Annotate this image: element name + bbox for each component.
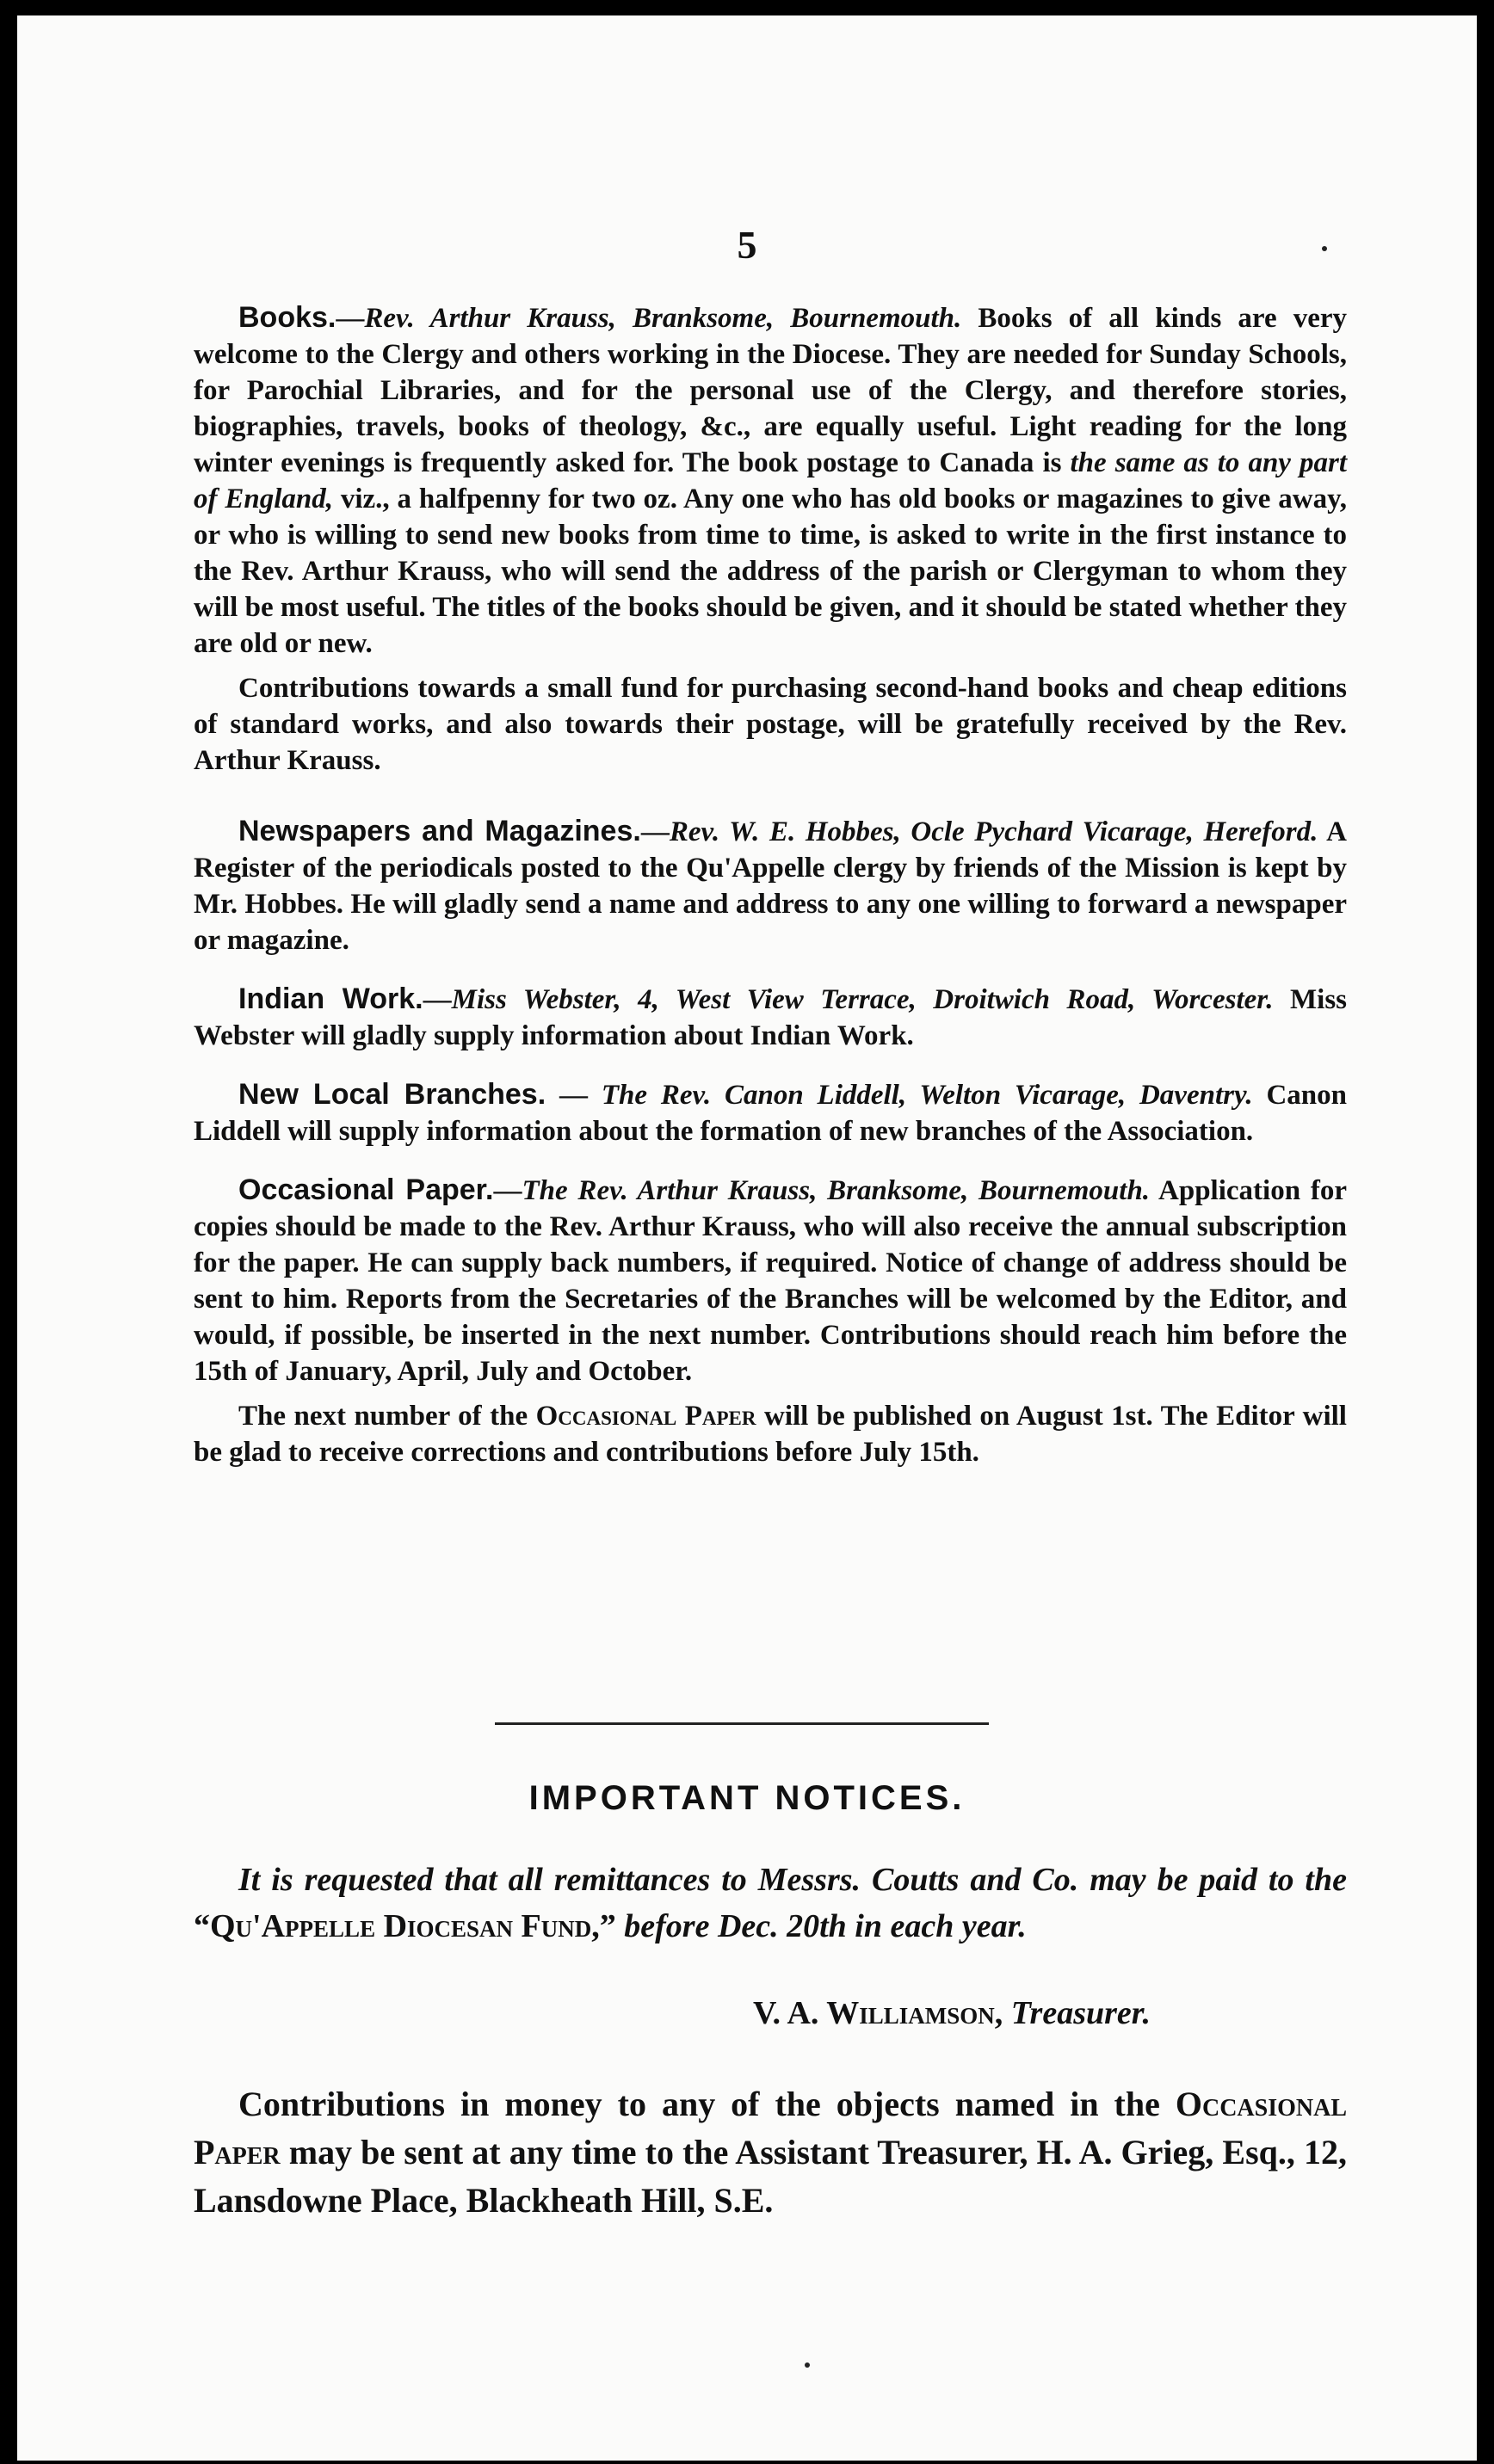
books-heading: Books. <box>238 301 336 334</box>
local-branches-text: Canon Liddell will supply information about the formation of new branches of the Association. <box>194 1080 1348 1147</box>
occasional-paper-paragraph <box>194 1172 1347 1389</box>
next-number-after: will be published on August 1st. The Editor will be glad to receive corrections and contributions before July 15th. <box>194 1401 1347 1468</box>
contributions-before: Contributions in money to any of the objects named in the <box>238 2085 1176 2123</box>
ink-speck <box>805 2362 810 2368</box>
newspapers-heading: Newspapers and Magazines. <box>238 815 641 847</box>
treasurer-name: V. A. Williamson, <box>753 1995 1003 2031</box>
occasional-paper-heading: Occasional Paper. <box>238 1173 494 1206</box>
main-text <box>194 299 1347 1479</box>
local-branches-dash: — <box>546 1080 602 1111</box>
newspapers-dash: — <box>640 816 670 847</box>
newspapers-paragraph <box>194 813 1347 958</box>
indian-work-dash: — <box>423 984 452 1015</box>
newspapers-text: A Register of the periodicals posted to the Qu'Appelle clergy by friends of the Mission is kept by Mr. Hobbes. He will gladly send a name and address to any one willing to forward a newspaper or magazine. <box>194 816 1348 956</box>
occasional-paper-dash: — <box>493 1175 522 1206</box>
contributions-title: Occasional Paper <box>194 2085 1347 2171</box>
next-number-before: The next number of the <box>238 1401 536 1432</box>
page-number: 5 <box>737 223 757 267</box>
section-divider <box>495 1722 989 1725</box>
remittance-after: before Dec. 20th in each year. <box>615 1908 1027 1944</box>
notices-title: IMPORTANT NOTICES. <box>528 1779 966 1817</box>
treasurer-role: Treasurer. <box>1010 1995 1151 2031</box>
local-branches-contact: The Rev. Canon Liddell, Welton Vicarage, Daventry. <box>601 1080 1253 1111</box>
indian-work-paragraph <box>194 981 1347 1054</box>
contributions-notice <box>194 2080 1347 2225</box>
books-contact: Rev. Arthur Krauss, Branksome, Bournemouth. <box>364 303 962 334</box>
books-text-1: Books of all kinds are very welcome to the Clergy and others working in the Diocese. They are needed for Sunday Schools, for Parochial Libraries, and for the personal use of the Clergy, and therefore stories, biographies, travels, books of theology, &c., are equally useful. Light reading for the long winter evenings is frequently asked for. The book postage to Canada is <box>194 303 1347 478</box>
remittance-notice <box>194 1857 1347 1950</box>
newspapers-contact: Rev. W. E. Hobbes, Ocle Pychard Vicarage, Hereford. <box>669 816 1318 847</box>
books-emphasis: the same as to any part of England, <box>194 447 1347 514</box>
contributions-after: may be sent at any time to the Assistant Treasurer, H. A. Grieg, Esq., 12, Lansdowne Place, Blackheath Hill, S.E. <box>194 2133 1347 2220</box>
next-number-title: Occasional Paper <box>535 1401 756 1432</box>
indian-work-contact: Miss Webster, 4, West View Terrace, Droitwich Road, Worcester. <box>451 984 1274 1015</box>
ink-speck <box>1322 246 1327 251</box>
remittance-before: It is requested that all remittances to Messrs. Coutts and Co. may be paid to the <box>238 1862 1347 1898</box>
occasional-paper-contact: The Rev. Arthur Krauss, Branksome, Bournemouth. <box>522 1175 1151 1206</box>
scanned-page <box>17 15 1477 2461</box>
local-branches-paragraph <box>194 1076 1347 1149</box>
remittance-fund: “Qu'Appelle Diocesan Fund,” <box>194 1908 616 1944</box>
indian-work-heading: Indian Work. <box>238 983 423 1015</box>
books-dash: — <box>336 303 365 334</box>
indian-work-text: Miss Webster will gladly supply information about Indian Work. <box>194 984 1348 1051</box>
occasional-paper-text: Application for copies should be made to the Rev. Arthur Krauss, who will also receive the annual subscription for the paper. He can supply back numbers, if required. Notice of change of address should be sent to him. Reports from the Secretaries of the Branches will be welcomed by the Editor, and would, if possible, be inserted in the next number. Contributions should reach him before the 15th of January, April, July and October. <box>194 1175 1347 1387</box>
treasurer-signature <box>753 1994 1151 2032</box>
books-fund-paragraph: Contributions towards a small fund for purchasing second-hand books and cheap editions of standard works, and also towards their postage, will be gratefully received by the Rev. Arthur Krauss. <box>194 673 1347 776</box>
books-text-2: viz., a halfpenny for two oz. Any one who has old books or magazines to give away, or who is willing to send new books from time to time, is asked to write in the first instance to the Rev. Arthur Krauss, who will send the address of the parish or Clergyman to whom they will be most useful. The titles of the books should be given, and it should be stated whether they are old or new. <box>194 484 1348 659</box>
local-branches-heading: New Local Branches. <box>238 1078 546 1111</box>
books-paragraph <box>194 299 1347 662</box>
next-number-paragraph <box>194 1398 1347 1470</box>
